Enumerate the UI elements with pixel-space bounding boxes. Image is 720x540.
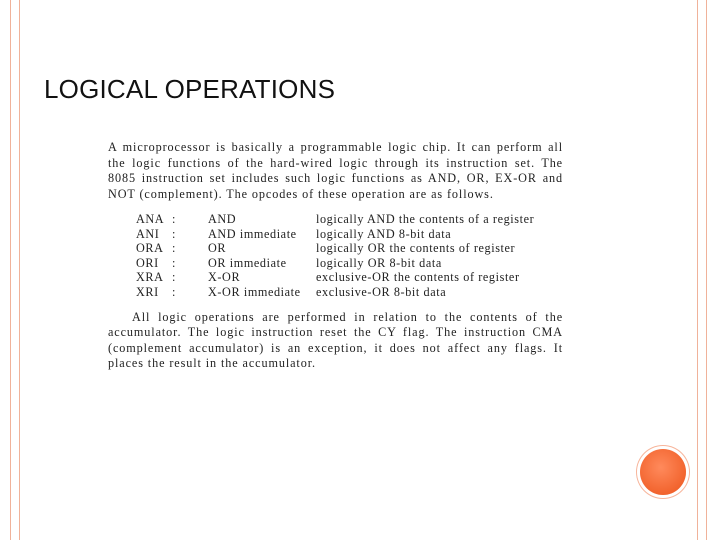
mnemonic: ANI: [136, 226, 160, 241]
left-decorative-border: [10, 0, 20, 540]
operation-name: OR immediate: [208, 255, 287, 270]
mnemonic: XRA: [136, 270, 164, 285]
operation-name: AND immediate: [208, 226, 297, 241]
decorative-orange-circle: [640, 449, 686, 495]
operation-description: logically OR the contents of register: [316, 241, 516, 256]
table-row: [136, 241, 534, 256]
intro-paragraph: A microprocessor is basically a programmable logic chip. It can perform all the logic functions of the hard-wired logic through its instruction set. The 8085 instruction set includes such logic functions as AND, OR, EX-OR and NOT (complement). The opcodes of these operation are as follows.: [108, 140, 563, 201]
operation-name: X-OR: [208, 270, 241, 285]
operation-description: exclusive-OR 8-bit data: [316, 284, 447, 299]
right-decorative-border: [697, 0, 707, 540]
separator: :: [172, 270, 176, 285]
logic-instruction-table: [136, 212, 534, 300]
mnemonic: XRI: [136, 284, 159, 299]
table-row: [136, 227, 534, 242]
table-row: [136, 285, 534, 300]
mnemonic: ANA: [136, 212, 165, 226]
operation-name: OR: [208, 241, 227, 256]
table-row: [136, 256, 534, 271]
operation-description: exclusive-OR the contents of register: [316, 270, 520, 285]
slide-title: LOGICAL OPERATIONS: [44, 74, 336, 104]
separator: :: [172, 241, 176, 256]
separator: :: [172, 212, 176, 226]
operation-name: AND: [208, 212, 237, 226]
operation-description: logically AND the contents of a register: [316, 212, 535, 226]
table-row: [136, 270, 534, 285]
operation-name: X-OR immediate: [208, 284, 301, 299]
operation-description: logically AND 8-bit data: [316, 226, 452, 241]
separator: :: [172, 284, 176, 299]
table-row: [136, 212, 534, 227]
operation-description: logically OR 8-bit data: [316, 255, 442, 270]
scanned-text-block: [108, 140, 563, 372]
mnemonic: ORA: [136, 241, 164, 256]
closing-paragraph: All logic operations are performed in relation to the contents of the accumulator. The logic instruction reset the CY flag. The instruction CMA (complement accumulator) is an exception, it does not affect any flags. It places the result in the accumulator.: [108, 309, 563, 371]
mnemonic: ORI: [136, 255, 159, 270]
separator: :: [172, 255, 176, 270]
separator: :: [172, 226, 176, 241]
